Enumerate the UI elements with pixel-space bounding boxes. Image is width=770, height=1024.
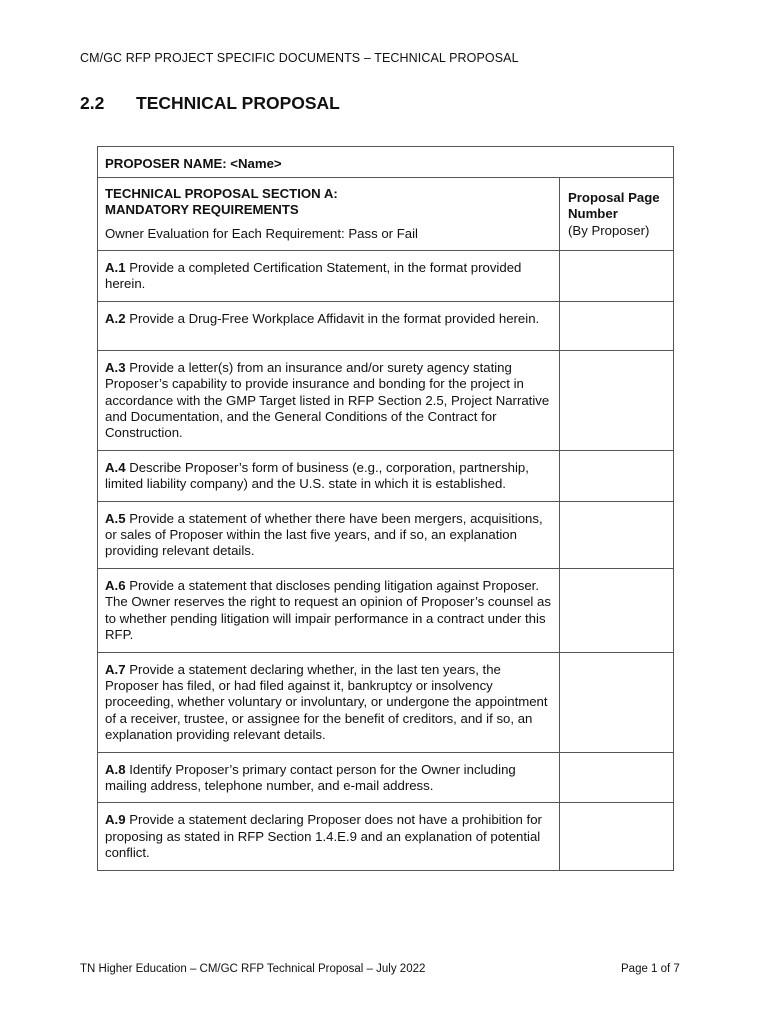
requirement-cell xyxy=(98,350,560,450)
page-column-title: Proposal Page xyxy=(568,190,660,205)
requirement-code: A.4 xyxy=(105,459,126,475)
section-title: TECHNICAL PROPOSAL xyxy=(136,93,340,113)
page-number-column-header xyxy=(560,178,674,251)
evaluation-note: Owner Evaluation for Each Requirement: Pass or Fail xyxy=(105,225,418,241)
table-row xyxy=(98,251,674,302)
requirement-text: Provide a statement of whether there have been mergers, acquisitions, or sales of Proposer within the last five years, and if so, an explanation providing relevant details. xyxy=(105,510,543,559)
requirement-text: Provide a Drug-Free Workplace Affidavit in the format provided herein. xyxy=(129,310,540,326)
page-number-input[interactable] xyxy=(560,568,674,652)
requirement-cell xyxy=(98,501,560,568)
page-number-input[interactable] xyxy=(560,752,674,803)
page-number-input[interactable] xyxy=(560,350,674,450)
table-header-row xyxy=(98,178,674,251)
requirement-code: A.3 xyxy=(105,359,126,375)
requirement-text: Provide a statement declaring whether, in the last ten years, the Proposer has filed, or had filed against it, bankruptcy or insolvency proceeding, whether voluntary or involuntary, or undergone the appointment of a receiver, trustee, or assignee for the benefit of creditors, and if so, an explanation providing relevant details. xyxy=(105,661,548,743)
requirement-code: A.2 xyxy=(105,310,126,326)
requirement-code: A.8 xyxy=(105,761,126,777)
proposer-name-row xyxy=(98,147,674,178)
page-column-note: (By Proposer) xyxy=(568,222,650,238)
section-a-title: TECHNICAL PROPOSAL SECTION A: xyxy=(105,186,338,201)
page-number-input[interactable] xyxy=(560,301,674,350)
table-row xyxy=(98,301,674,350)
requirement-cell xyxy=(98,568,560,652)
page-column-title-2: Number xyxy=(568,206,618,222)
requirement-text: Provide a statement that discloses pending litigation against Proposer. The Owner reserves the right to request an opinion of Proposer’s counsel as to whether pending litigation will impair performance in a contract under this RFP. xyxy=(105,577,551,643)
page-number-input[interactable] xyxy=(560,450,674,501)
requirement-code: A.5 xyxy=(105,510,126,526)
requirements-table xyxy=(97,146,674,871)
requirement-cell xyxy=(98,752,560,803)
table-row xyxy=(98,501,674,568)
footer-document-title: TN Higher Education – CM/GC RFP Technical Proposal – July 2022 xyxy=(80,963,426,975)
section-a-heading-cell xyxy=(98,178,560,251)
requirement-code: A.1 xyxy=(105,260,126,275)
requirement-cell xyxy=(98,450,560,501)
requirement-code: A.9 xyxy=(105,812,126,828)
page-number-input[interactable] xyxy=(560,803,674,870)
page-number-input[interactable] xyxy=(560,251,674,302)
proposer-name-field[interactable]: PROPOSER NAME: <Name> xyxy=(98,147,674,178)
section-heading xyxy=(80,93,340,114)
requirement-text: Identify Proposer’s primary contact person for the Owner including mailing address, telephone number, and e-mail address. xyxy=(105,761,516,793)
table-row xyxy=(98,568,674,652)
requirement-code: A.6 xyxy=(105,577,126,593)
table-row xyxy=(98,450,674,501)
page-number-input[interactable] xyxy=(560,652,674,752)
requirement-cell xyxy=(98,251,560,302)
table-row xyxy=(98,652,674,752)
footer-page-number: Page 1 of 7 xyxy=(621,963,680,975)
running-header: CM/GC RFP PROJECT SPECIFIC DOCUMENTS – TECHNICAL PROPOSAL xyxy=(80,51,519,65)
requirement-code: A.7 xyxy=(105,661,126,677)
table-row xyxy=(98,350,674,450)
page-number-input[interactable] xyxy=(560,501,674,568)
table-row xyxy=(98,752,674,803)
section-a-subtitle: MANDATORY REQUIREMENTS xyxy=(105,202,299,218)
requirement-text: Provide a completed Certification Statement, in the format provided herein. xyxy=(105,260,522,292)
requirement-text: Provide a statement declaring Proposer does not have a prohibition for proposing as stated in RFP Section 1.4.E.9 and an explanation of potential conflict. xyxy=(105,812,542,861)
requirement-cell xyxy=(98,803,560,870)
requirement-text: Describe Proposer’s form of business (e.g., corporation, partnership, limited liability company) and the U.S. state in which it is established. xyxy=(105,459,529,492)
requirement-cell xyxy=(98,301,560,350)
requirement-cell xyxy=(98,652,560,752)
table-row xyxy=(98,803,674,870)
requirement-text: Provide a letter(s) from an insurance and/or surety agency stating Proposer’s capability to provide insurance and bonding for the project in accordance with the GMP Target listed in RFP Section 2.5, Project Narrative and Documentation, and the General Conditions of the Contract for Construction. xyxy=(105,359,550,441)
section-number: 2.2 xyxy=(80,93,105,113)
